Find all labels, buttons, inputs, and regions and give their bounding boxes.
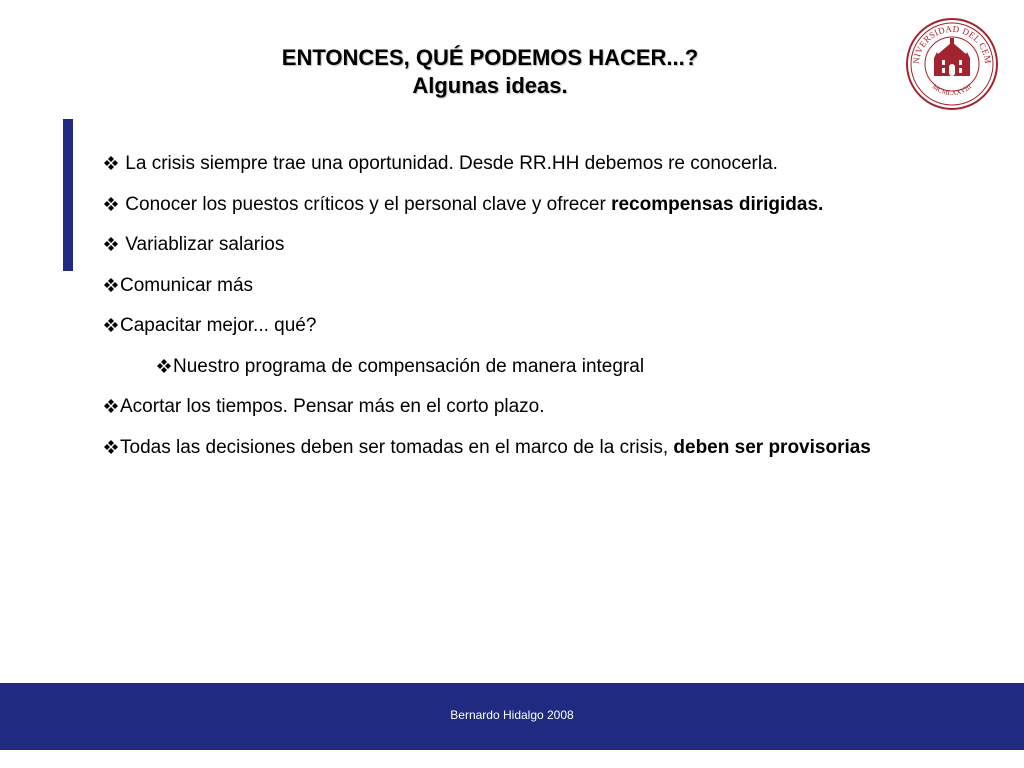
diamond-dots-icon [104, 237, 118, 251]
svg-text:MCMLXXVIII: MCMLXXVIII [930, 82, 974, 98]
list-item [104, 272, 904, 299]
bullet-list [104, 150, 904, 474]
footer-author: Bernardo Hidalgo 2008 [450, 708, 574, 722]
list-item [104, 231, 904, 258]
bullet-bold-text: deben ser provisorias [673, 436, 871, 458]
bullet-text: Nuestro programa de compensación de manera integral [173, 355, 645, 377]
title-line-2: Algunas ideas. [412, 73, 568, 98]
list-item [104, 434, 904, 461]
list-item [104, 150, 904, 177]
svg-text:UNIVERSIDAD DEL CEMA: NIVERSIDAD DEL CEM [910, 23, 994, 65]
accent-bar [63, 119, 73, 271]
bullet-text: Conocer los puestos críticos y el personal clave y ofrecer [120, 193, 612, 215]
diamond-dots-icon [104, 197, 118, 211]
bullet-text: Variablizar salarios [120, 234, 285, 255]
bullet-text: La crisis siempre trae una oportunidad. Desde RR.HH debemos re conocerla. [120, 153, 778, 174]
bullet-text: Acortar los tiempos. Pensar más en el corto plazo. [120, 396, 545, 417]
university-seal-logo [904, 18, 1000, 110]
diamond-dots-icon [104, 399, 118, 413]
title-line-1: ENTONCES, QUÉ PODEMOS HACER...? [281, 45, 699, 70]
footer-band [0, 683, 1024, 750]
list-item [104, 312, 904, 339]
list-item [104, 191, 904, 218]
list-item [104, 393, 904, 420]
diamond-dots-icon [104, 318, 118, 332]
seal-icon [904, 18, 1000, 110]
bullet-text: Todas las decisiones deben ser tomadas en el marco de la crisis, [120, 436, 674, 458]
slide-title [200, 44, 780, 100]
diamond-dots-icon [157, 359, 171, 373]
list-item [157, 353, 904, 380]
diamond-dots-icon [104, 440, 118, 454]
diamond-dots-icon [104, 278, 118, 292]
diamond-dots-icon [104, 156, 118, 170]
bullet-text: Comunicar más [120, 274, 254, 296]
bullet-bold-text: recompensas dirigidas. [611, 193, 824, 215]
bullet-text: Capacitar mejor... qué? [120, 315, 317, 336]
